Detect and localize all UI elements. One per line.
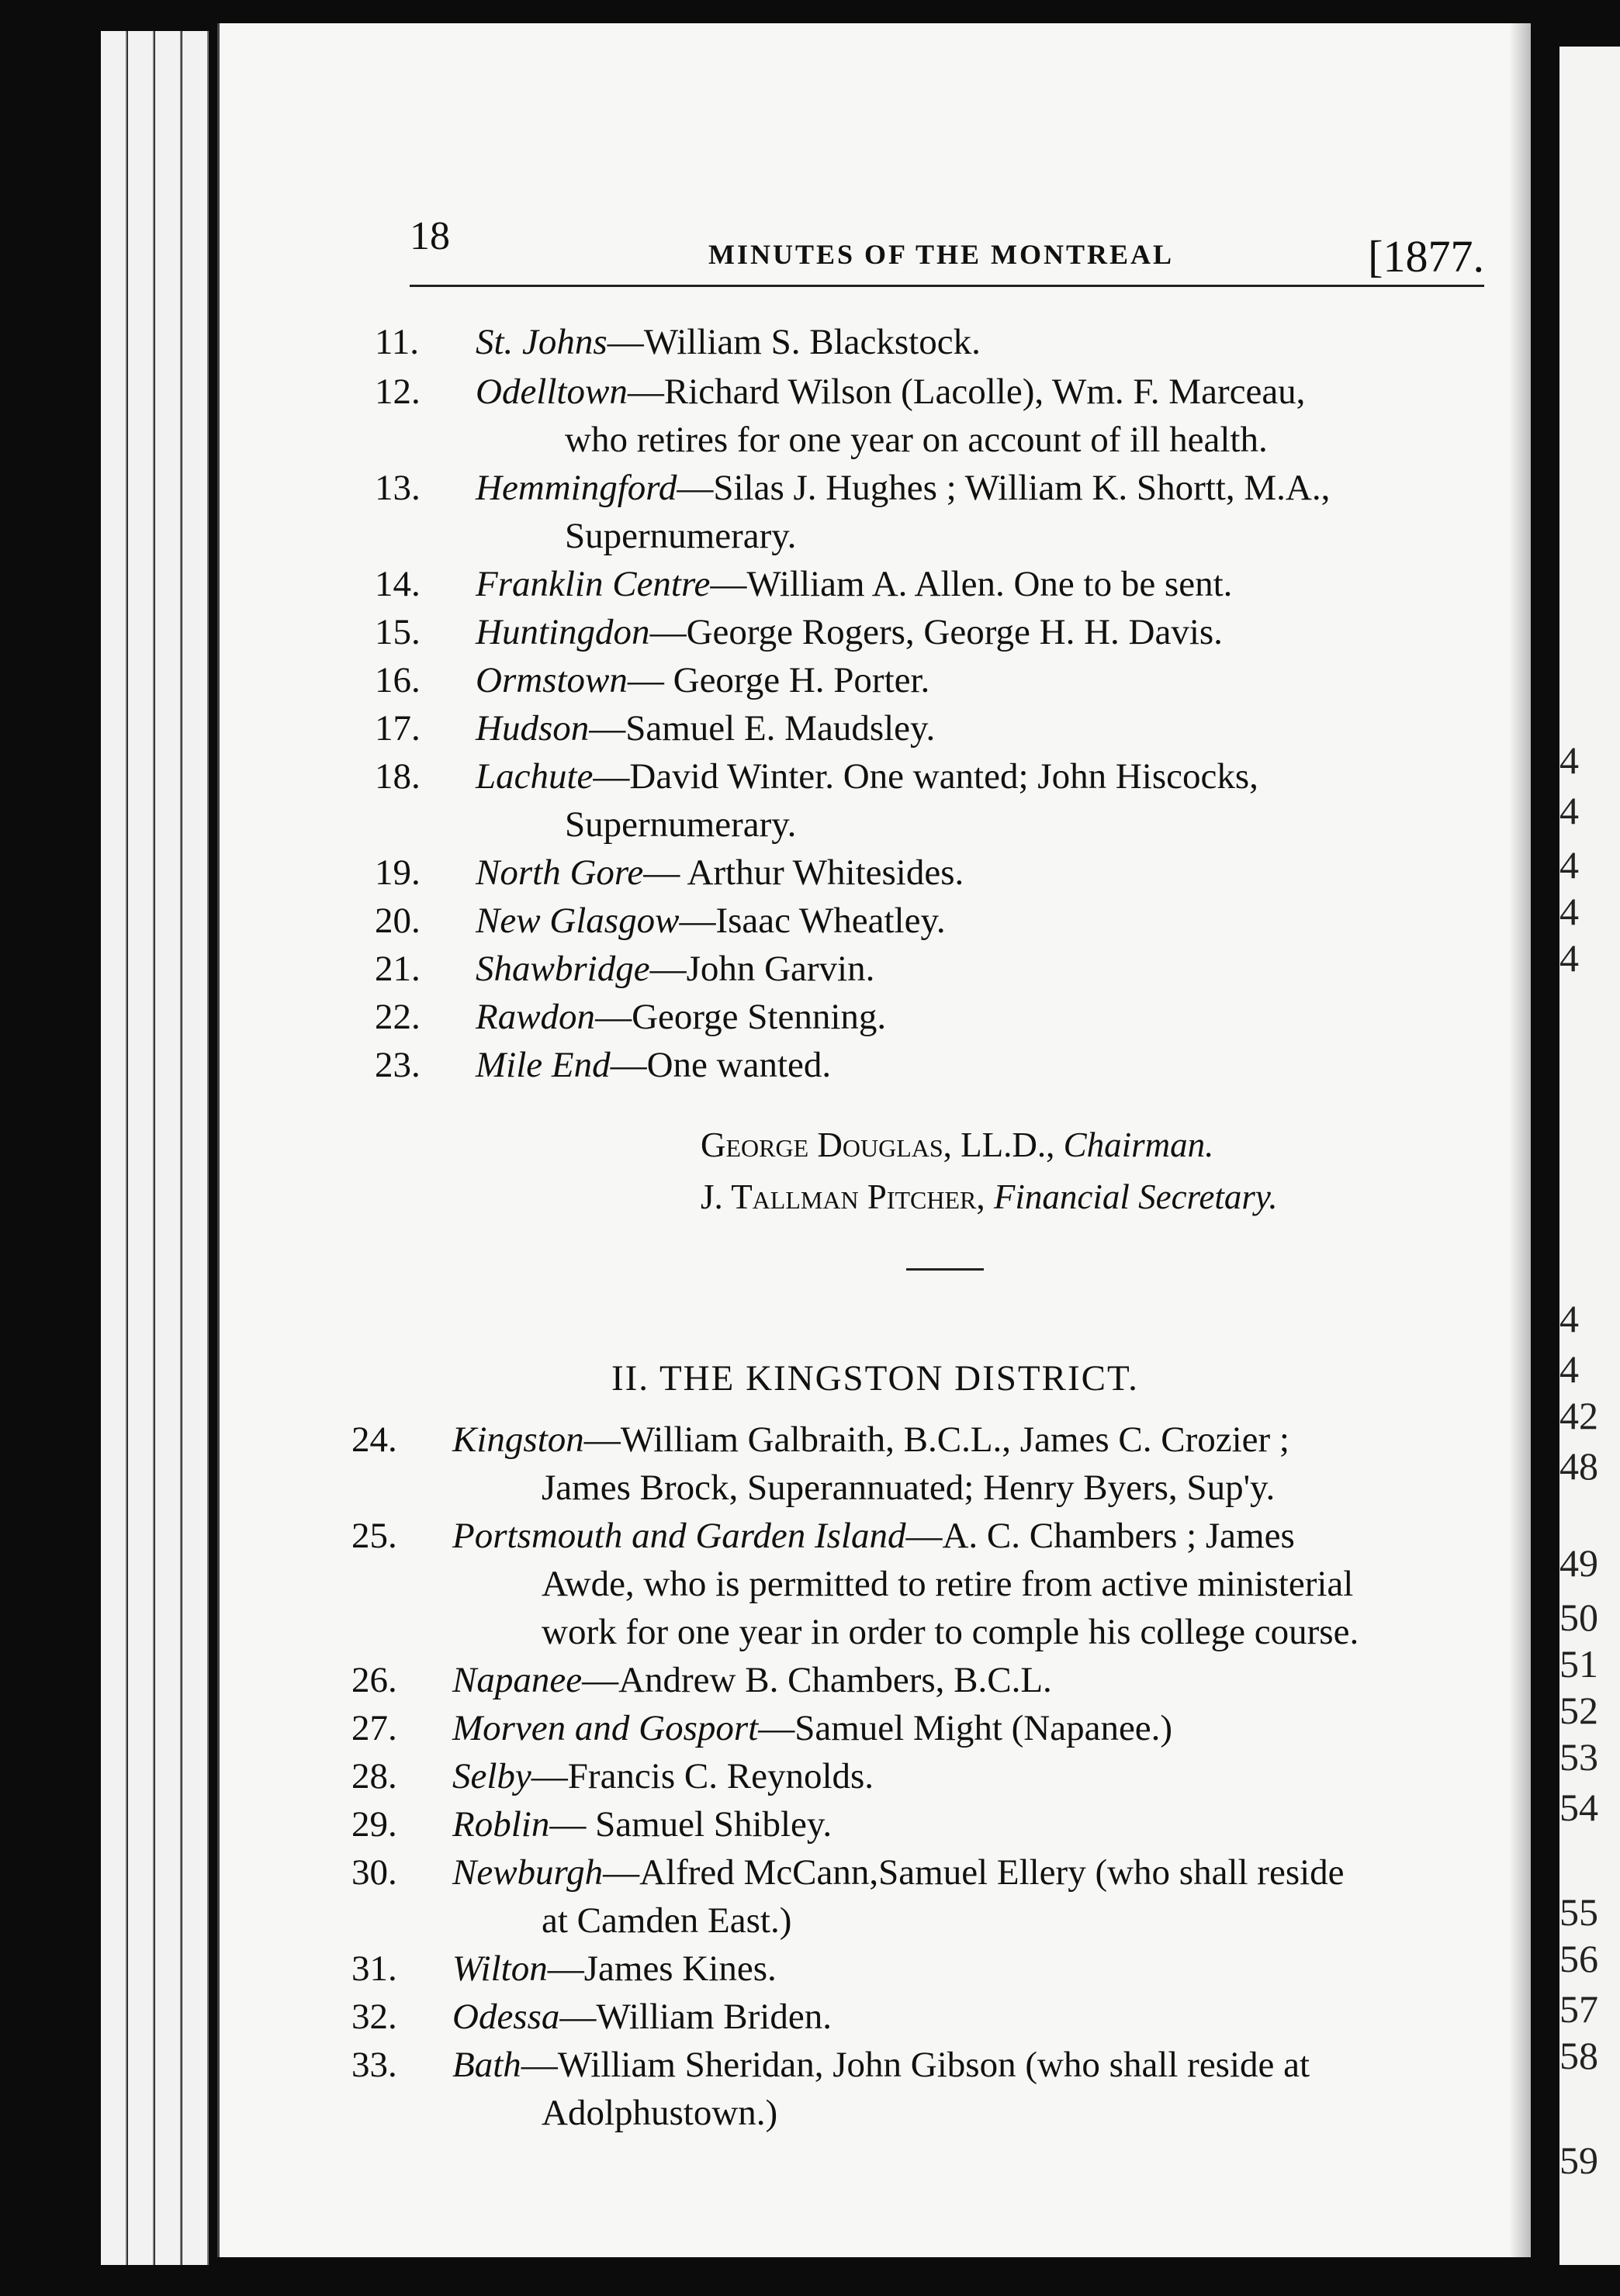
entry-number: 11. <box>375 322 420 362</box>
entry-place: Lachute <box>476 756 594 797</box>
entry-text: —Samuel Might (Napanee.) <box>758 1708 1173 1748</box>
list-item <box>375 897 1484 945</box>
entry-text: —George Stenning. <box>595 997 887 1037</box>
entry-text: —John Garvin. <box>649 949 875 989</box>
list-item <box>351 1993 1484 2041</box>
entry-place: Morven and Gosport <box>452 1708 759 1748</box>
entry-text: —Alfred McCann,Samuel Ellery (who shall reside <box>603 1852 1345 1893</box>
entry-place: Ormstown <box>476 660 628 700</box>
entry-place: Wilton <box>452 1948 548 1989</box>
entry-number: 21. <box>375 949 421 989</box>
margin-fragment: 50 <box>1559 1596 1598 1639</box>
page-edge <box>182 31 209 2265</box>
margin-fragment: 4 <box>1559 738 1579 782</box>
list-item <box>351 1704 1484 1752</box>
entry-number: 19. <box>375 852 421 893</box>
entry-number: 31. <box>351 1948 397 1989</box>
entry-place: Rawdon <box>476 997 596 1037</box>
entry-number: 12. <box>375 372 421 412</box>
entries-kingston <box>351 1416 1484 2137</box>
entry-continuation: Supernumerary. <box>565 804 797 845</box>
entry-place: Kingston <box>452 1419 584 1460</box>
margin-fragment: 59 <box>1559 2139 1598 2182</box>
entry-continuation: Adolphustown.) <box>542 2093 778 2133</box>
margin-fragment: 57 <box>1559 1987 1598 2031</box>
entries-montreal <box>375 318 1484 1089</box>
page-gutter-shade <box>1509 23 1531 2257</box>
signature-role: Financial Secretary. <box>993 1177 1278 1216</box>
entry-continuation: James Brock, Superannuated; Henry Byers, Sup'y. <box>542 1468 1276 1508</box>
list-item <box>375 656 1484 704</box>
list-item <box>351 1416 1484 1512</box>
entry-number: 14. <box>375 564 421 604</box>
entry-text: —William Galbraith, B.C.L., James C. Crozier ; <box>583 1419 1289 1460</box>
entry-number: 33. <box>351 2045 397 2085</box>
section-separator <box>906 1268 984 1271</box>
list-item <box>375 318 1484 366</box>
list-item <box>351 1752 1484 1800</box>
entry-number: 16. <box>375 660 421 700</box>
entry-continuation: work for one year in order to comple his college course. <box>542 1612 1359 1652</box>
margin-fragment: 53 <box>1559 1735 1598 1779</box>
entry-place: Napanee <box>452 1660 583 1700</box>
entry-place: Portsmouth and Garden Island <box>452 1516 906 1556</box>
entry-number: 18. <box>375 756 421 797</box>
margin-fragment: 4 <box>1559 789 1579 832</box>
list-item <box>375 752 1484 849</box>
entry-place: Odelltown <box>476 372 628 412</box>
margin-fragment: 58 <box>1559 2034 1598 2077</box>
list-item <box>351 1945 1484 1993</box>
entry-number: 30. <box>351 1852 397 1893</box>
list-item <box>351 1512 1484 1656</box>
entry-place: Franklin Centre <box>476 564 711 604</box>
list-item <box>375 849 1484 897</box>
list-item <box>351 1848 1484 1945</box>
adjacent-page-edge <box>1559 47 1620 2265</box>
signature-chairman <box>701 1121 1213 1169</box>
list-item <box>375 464 1484 560</box>
entry-place: Mile End <box>476 1045 611 1085</box>
entry-text: — George H. Porter. <box>627 660 930 700</box>
list-item <box>375 945 1484 993</box>
signature-secretary <box>701 1173 1278 1221</box>
entry-place: Shawbridge <box>476 949 650 989</box>
entry-text: —William Sheridan, John Gibson (who shall reside at <box>521 2045 1310 2085</box>
entry-continuation: Awde, who is permitted to retire from active ministerial <box>542 1564 1354 1604</box>
entry-place: Huntingdon <box>476 612 650 652</box>
margin-fragment: 55 <box>1559 1890 1598 1934</box>
entry-number: 24. <box>351 1419 397 1460</box>
year-marker: [1877. <box>1368 231 1484 282</box>
entry-place: Hudson <box>476 708 590 749</box>
margin-fragment: 54 <box>1559 1786 1598 1829</box>
signature-role: Chairman. <box>1063 1126 1214 1164</box>
entry-number: 25. <box>351 1516 397 1556</box>
entry-number: 26. <box>351 1660 397 1700</box>
entry-text: —James Kines. <box>547 1948 777 1989</box>
margin-fragment: 51 <box>1559 1642 1598 1686</box>
entry-place: Bath <box>452 2045 521 2085</box>
signature-name: George Douglas, LL.D., <box>701 1126 1064 1164</box>
page-edge <box>128 31 154 2265</box>
entry-number: 28. <box>351 1756 397 1796</box>
list-item <box>375 993 1484 1041</box>
entry-place: Roblin <box>452 1804 550 1845</box>
page-edge <box>101 31 127 2265</box>
margin-fragment: 4 <box>1559 843 1579 887</box>
entry-text: — Samuel Shibley. <box>549 1804 832 1845</box>
margin-fragment: 56 <box>1559 1937 1598 1980</box>
district-heading: II. THE KINGSTON DISTRICT. <box>611 1358 1139 1399</box>
entry-text: —George Rogers, George H. H. Davis. <box>649 612 1223 652</box>
header-rule <box>410 285 1484 287</box>
entry-place: Hemmingford <box>476 468 677 508</box>
entry-number: 22. <box>375 997 421 1037</box>
entry-text: —A. C. Chambers ; James <box>905 1516 1295 1556</box>
entry-number: 13. <box>375 468 421 508</box>
list-item <box>375 368 1484 464</box>
entry-place: Newburgh <box>452 1852 604 1893</box>
margin-fragment: 48 <box>1559 1444 1598 1488</box>
entry-number: 23. <box>375 1045 421 1085</box>
page-edge <box>155 31 182 2265</box>
entry-place: Odessa <box>452 1997 560 2037</box>
entry-text: —Samuel E. Maudsley. <box>589 708 936 749</box>
margin-fragment: 4 <box>1559 1297 1579 1340</box>
list-item <box>351 1656 1484 1704</box>
entry-number: 27. <box>351 1708 397 1748</box>
entry-number: 32. <box>351 1997 397 2037</box>
entry-place: North Gore <box>476 852 644 893</box>
entry-text: —William S. Blackstock. <box>607 322 981 362</box>
list-item <box>351 2041 1484 2137</box>
entry-text: —William Briden. <box>559 1997 832 2037</box>
margin-fragment: 4 <box>1559 1347 1579 1391</box>
margin-fragment: 49 <box>1559 1541 1598 1585</box>
entry-continuation: at Camden East.) <box>542 1900 792 1941</box>
entry-place: New Glasgow <box>476 901 680 941</box>
entry-place: St. Johns <box>476 322 608 362</box>
list-item <box>375 608 1484 656</box>
margin-fragment: 42 <box>1559 1394 1598 1437</box>
entry-text: — Arthur Whitesides. <box>643 852 964 893</box>
entry-text: —David Winter. One wanted; John Hiscocks, <box>593 756 1258 797</box>
list-item <box>375 704 1484 752</box>
entry-text: —Andrew B. Chambers, B.C.L. <box>582 1660 1052 1700</box>
list-item <box>375 1041 1484 1089</box>
entry-text: —Silas J. Hughes ; William K. Shortt, M.A., <box>677 468 1331 508</box>
page-header <box>410 213 1484 283</box>
signature-name: J. Tallman Pitcher, <box>701 1177 994 1216</box>
entry-text: —One wanted. <box>610 1045 832 1085</box>
margin-fragment: 52 <box>1559 1689 1598 1732</box>
entry-place: Selby <box>452 1756 531 1796</box>
margin-fragment: 4 <box>1559 936 1579 980</box>
running-title: MINUTES OF THE MONTREAL <box>708 239 1175 270</box>
entry-continuation: who retires for one year on account of ill health. <box>565 420 1268 460</box>
entry-text: —Isaac Wheatley. <box>679 901 946 941</box>
book-page <box>217 23 1531 2257</box>
entry-text: —William A. Allen. One to be sent. <box>710 564 1233 604</box>
entry-text: —Francis C. Reynolds. <box>531 1756 874 1796</box>
entry-continuation: Supernumerary. <box>565 516 797 556</box>
entry-text: —Richard Wilson (Lacolle), Wm. F. Marceau, <box>627 372 1306 412</box>
entry-number: 17. <box>375 708 421 749</box>
margin-fragment: 4 <box>1559 890 1579 933</box>
list-item <box>375 560 1484 608</box>
list-item <box>351 1800 1484 1848</box>
entry-number: 15. <box>375 612 421 652</box>
entry-number: 20. <box>375 901 421 941</box>
page-number: 18 <box>410 214 450 258</box>
entry-number: 29. <box>351 1804 397 1845</box>
